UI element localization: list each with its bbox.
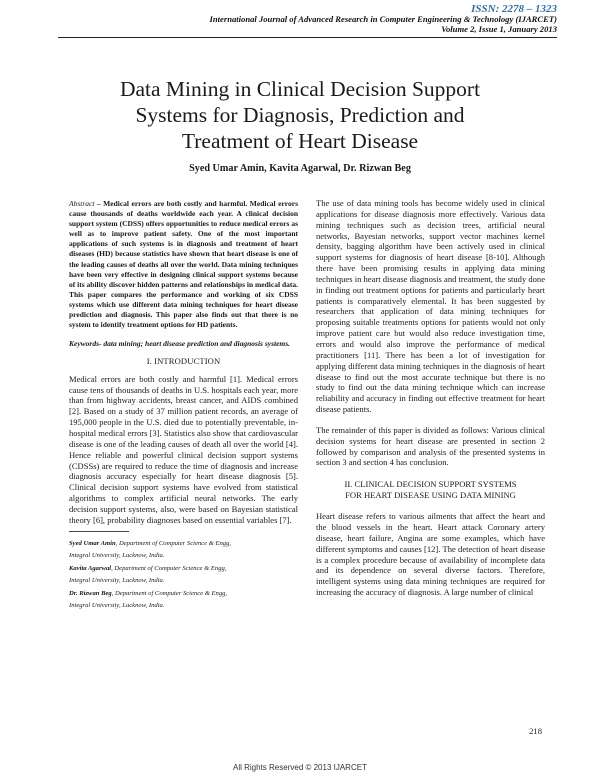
page-number: 218 bbox=[529, 726, 542, 736]
abstract-label: Abstract bbox=[69, 199, 95, 208]
paper-authors: Syed Umar Amin, Kavita Agarwal, Dr. Rizwan Beg bbox=[189, 163, 411, 174]
copyright-footer: All Rights Reserved © 2013 IJARCET bbox=[233, 763, 367, 772]
title-line-2: Systems for Diagnosis, Prediction and bbox=[135, 103, 465, 127]
footnote-rule bbox=[69, 531, 129, 532]
section-2-heading: II. CLINICAL DECISION SUPPORT SYSTEMS FOR HEART DISEASE USING DATA MINING bbox=[344, 479, 517, 501]
left-column bbox=[69, 199, 298, 613]
footnote-line: Syed Umar Amin, Department of Computer Science & Engg, bbox=[69, 539, 232, 547]
paper-title bbox=[0, 76, 600, 154]
footnotes bbox=[69, 538, 298, 613]
journal-header bbox=[37, 14, 557, 34]
keywords: Keywords- data mining; heart disease prediction and diagnosis systems. bbox=[69, 339, 291, 349]
journal-name: International Journal of Advanced Research in Computer Engineering & Technology (IJARCET) bbox=[209, 14, 557, 24]
footnote-line: Integral University, Lucknow, India. bbox=[69, 552, 165, 560]
footnote-line: Integral University, Lucknow, India. bbox=[69, 602, 165, 610]
title-line-1: Data Mining in Clinical Decision Support bbox=[119, 77, 481, 101]
footnote-line: Integral University, Lucknow, India. bbox=[69, 577, 165, 585]
footnote-line: Kavita Agarwal, Department of Computer Science & Engg, bbox=[69, 564, 227, 572]
section-1-text: Medical errors are both costly and harmful [1]. Medical errors cause tens of thousands of deaths in U.S. hospitals each year, more than from highway accidents, breast cancer, and AIDS combined [2]. Based on a study of 37 million patient records, an average of 195,000 people in the U.S. died due to potentially preventable, in-hospital medical errors [3]. Statistics also show that cardiovascular disease is one of the leading causes of death all over the world [4]. Hence reliable and powerful clinical decision support systems (CDSSs) are required to reduce the time of diagnosis and increase diagnosis accuracy especially for heart disease diagnosis [5]. Clinical decision support systems have evolved from statistical algorithms to complex artificial neural networks. The early decision support systems, also, were based on Bayesian statistical theory [6], probability diagnoses based on essential variables [7]. bbox=[69, 373, 298, 525]
right-column bbox=[316, 198, 545, 598]
right-paragraph-2: The remainder of this paper is divided as follows: Various clinical decision systems for heart disease are presented in section 2 followed by comparison and analysis of the presented systems in section 3 and section 4 has conclusion. bbox=[316, 424, 545, 468]
abstract bbox=[69, 199, 298, 330]
right-paragraph-1: The use of data mining tools has become widely used in clinical applications for disease diagnosis more effectively. Various data mining techniques such as decision trees, artificial neural networks, Bayesian networks, support vector machines kernel density, bagging algorithm have been actively used in clinical support systems for diagnosis of heart disease [8-10]. Although there have been promising results in applying data mining techniques in heart disease diagnosis and treatment, the study done in finding out treatment options for patients and particularly heart patients is comparatively elemental. It has been suggested by researchers that application of data mining techniques for proposing suitable treatments options for patients would not only improve patient care but would also reduce investigation time, errors and would also improve the performance of medical practitioners [11]. There has been a lot of investigation for applying different data mining techniques in the diagnosis of heart disease to find out the most accurate technique but there is no study to find out the data mining technique which can increase reliability and accuracy in finding out effective treatment for heart disease patients. bbox=[316, 198, 545, 415]
title-line-3: Treatment of Heart Disease bbox=[181, 129, 419, 153]
abstract-text: – Medical errors are both costly and harmful. Medical errors cause thousands of deaths worldwide each year. A clinical decision support system (CDSS) offers opportunities to reduce medical errors as well as to improve patient safety. One of the most important applications of such systems is in diagnosis and treatment of heart diseases (HD) because statistics have shown that heart disease is one of the leading causes of deaths all over the world. Data mining techniques have been very effective in designing clinical support systems because of its ability discover hidden patterns and relationships in medical data. This paper compares the performance and working of six CDSS systems which use different data mining techniques for heart disease prediction and diagnosis. This paper also finds out that there is no system to identify treatment options for HD patients. bbox=[69, 199, 298, 330]
footnote-line: Dr. Rizwan Beg, Department of Computer Science & Engg, bbox=[69, 589, 228, 597]
issn-label: ISSN: 2278 – 1323 bbox=[471, 3, 557, 15]
header-rule bbox=[58, 37, 557, 38]
journal-volume: Volume 2, Issue 1, January 2013 bbox=[441, 24, 557, 34]
right-paragraph-3: Heart disease refers to various ailments that affect the heart and the blood vessels in the heart. Heart attack Coronary artery disease, heart failure, Angina are some examples, which have different symptoms and causes [12]. The detection of heart disease is a complex procedure because of availability of incomplete data and its dependence on several diverse factors. Therefore, intelligent systems using data mining techniques are required for increasing the accuracy of diagnosis. A large number of clinical bbox=[316, 511, 545, 598]
section-1-heading: I. INTRODUCTION bbox=[146, 356, 221, 367]
